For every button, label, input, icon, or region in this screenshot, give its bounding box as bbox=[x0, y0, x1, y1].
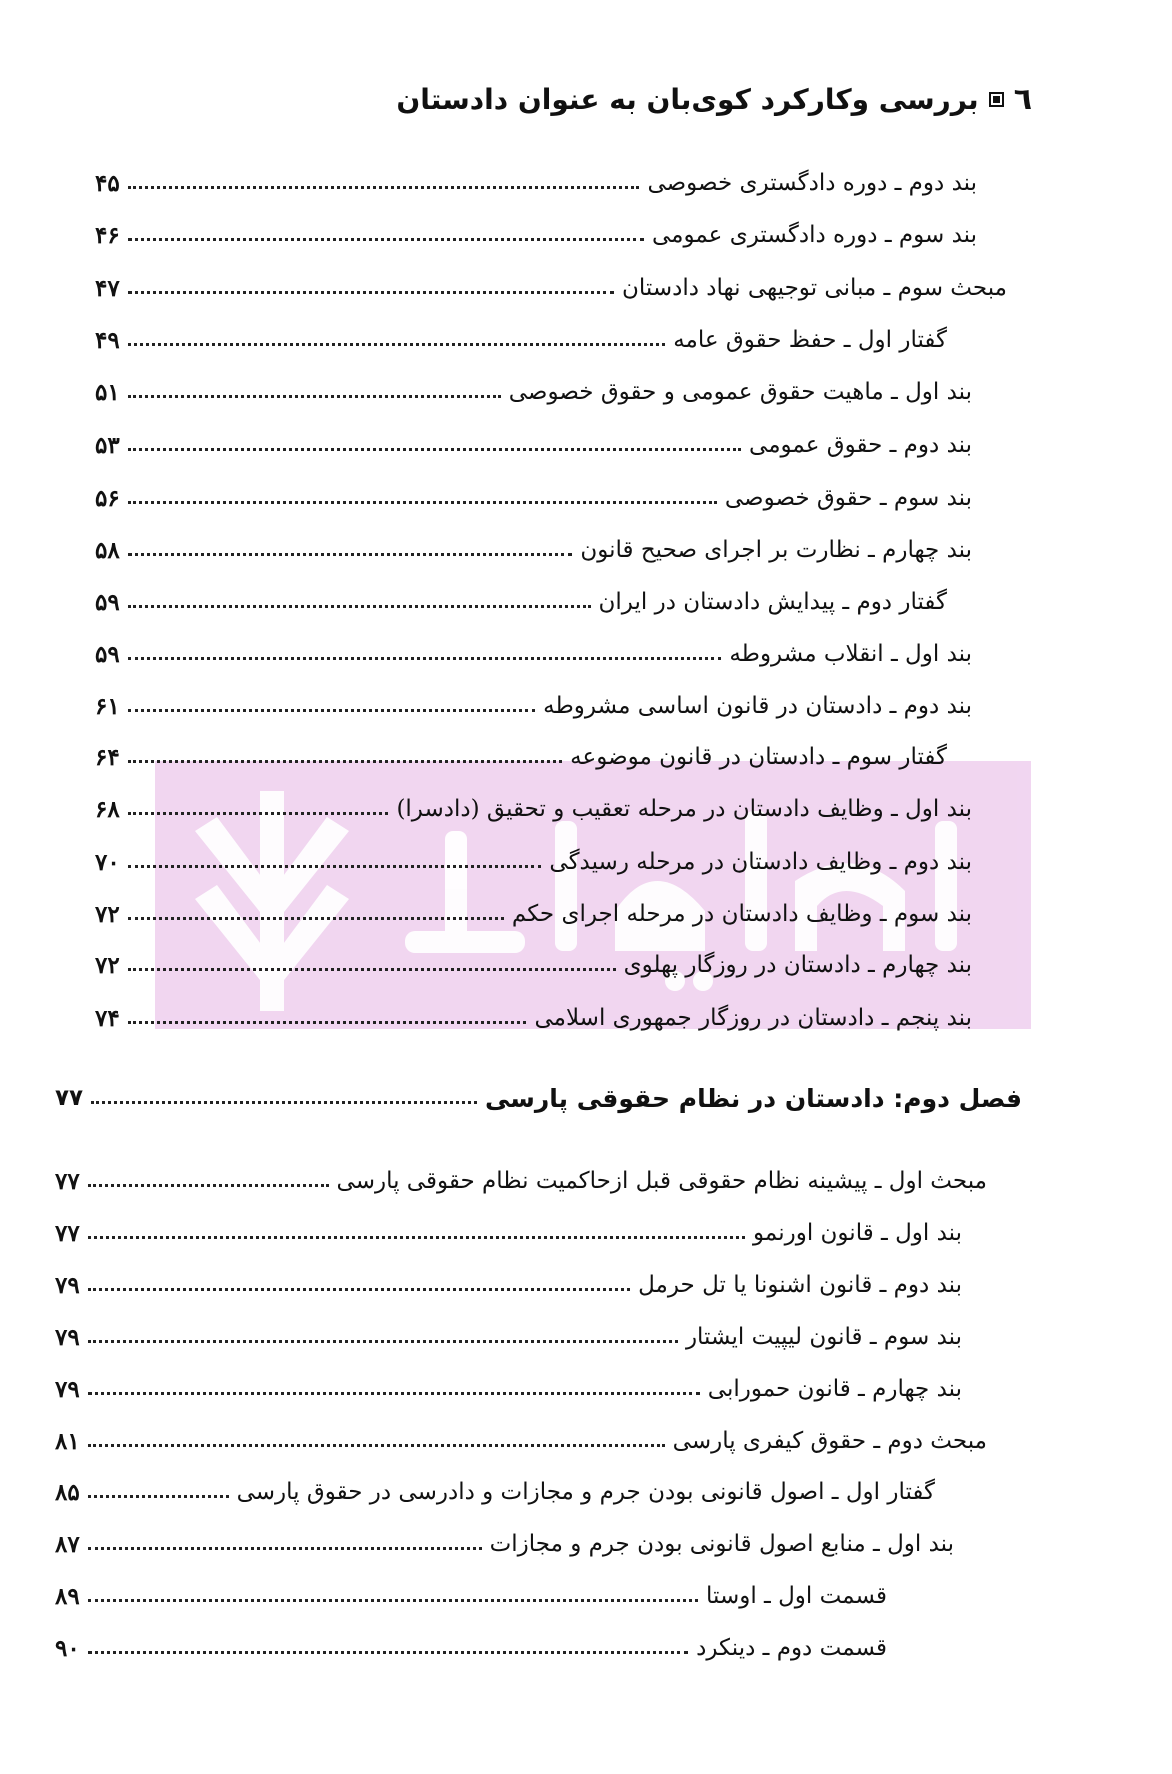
toc-entry-page-number: ۷۰ bbox=[95, 848, 120, 876]
toc-entry-page-number: ۴۷ bbox=[95, 274, 120, 302]
dot-leader bbox=[88, 1236, 745, 1239]
toc-entry-title: مبحث اول ـ پیشینه نظام حقوقی قبل ازحاکمیت نظام حقوقی پارسی bbox=[336, 1168, 987, 1194]
toc-entry-title: گفتار سوم ـ دادستان در قانون موضوعه bbox=[570, 744, 947, 770]
toc-entry-title: بند چهارم ـ نظارت بر اجرای صحیح قانون bbox=[580, 537, 972, 563]
toc-entry-page-number: ۷۹ bbox=[55, 1375, 80, 1403]
dot-leader bbox=[128, 1021, 527, 1024]
toc-entry-title: قسمت اول ـ اوستا bbox=[706, 1583, 887, 1609]
toc-entry bbox=[95, 789, 972, 829]
toc-entry-page-number: ۴۵ bbox=[95, 169, 120, 197]
toc-entry bbox=[55, 1265, 962, 1305]
dot-leader bbox=[128, 291, 614, 294]
book-title: بررسی وکارکرد کوی‌بان به عنوان دادستان bbox=[396, 83, 979, 116]
toc-entry-page-number: ۷۷ bbox=[55, 1219, 80, 1247]
toc-entry bbox=[95, 163, 977, 203]
dot-leader bbox=[88, 1184, 329, 1187]
toc-entry-title: بند چهارم ـ قانون حمورابی bbox=[707, 1376, 962, 1402]
toc-entry-page-number: ۶۴ bbox=[95, 743, 120, 771]
toc-entry bbox=[95, 582, 947, 622]
dot-leader bbox=[128, 448, 741, 451]
toc-entry bbox=[95, 478, 972, 518]
dot-leader bbox=[88, 1392, 700, 1395]
dot-leader bbox=[88, 1288, 630, 1291]
toc-entry-page-number: ۸۵ bbox=[55, 1478, 80, 1506]
dot-leader bbox=[128, 709, 535, 712]
toc-entry-title: بند دوم ـ حقوق عمومی bbox=[749, 432, 972, 458]
dot-leader bbox=[128, 657, 722, 660]
toc-entry-page-number: ۵۶ bbox=[95, 484, 120, 512]
dot-leader bbox=[128, 812, 389, 815]
toc-entry bbox=[95, 842, 972, 882]
toc-entry-page-number: ۶۸ bbox=[95, 795, 120, 823]
toc-entry-page-number: ۸۹ bbox=[55, 1582, 80, 1610]
toc-entry-title: بند اول ـ ماهیت حقوق عمومی و حقوق خصوصی bbox=[508, 379, 972, 405]
toc-entry-title: گفتار اول ـ اصول قانونی بودن جرم و مجازات و دادرسی در حقوق پارسی bbox=[236, 1479, 935, 1505]
dot-leader bbox=[128, 186, 640, 189]
dot-leader bbox=[88, 1599, 698, 1602]
toc-entry-page-number: ۷۹ bbox=[55, 1271, 80, 1299]
toc-entry-title: بند سوم ـ قانون لیپیت ایشتار bbox=[685, 1324, 962, 1350]
dot-leader bbox=[91, 1101, 477, 1104]
dot-leader bbox=[128, 395, 501, 398]
dot-leader bbox=[128, 501, 717, 504]
toc-entry bbox=[55, 1161, 987, 1201]
toc-entry bbox=[55, 1213, 962, 1253]
toc-entry-title: بند اول ـ انقلاب مشروطه bbox=[729, 641, 972, 667]
toc-chapter-heading bbox=[55, 1078, 1022, 1118]
toc-entry-title: بند اول ـ قانون اورنمو bbox=[753, 1220, 962, 1246]
toc-entry-page-number: ۷۲ bbox=[95, 900, 120, 928]
toc-entry bbox=[95, 320, 947, 360]
toc-entry-title: بند سوم ـ دوره دادگستری عمومی bbox=[652, 222, 977, 248]
toc-entry-page-number: ۸۱ bbox=[55, 1427, 80, 1455]
toc-entry bbox=[95, 686, 972, 726]
toc-entry-title: بند سوم ـ وظایف دادستان در مرحله اجرای حکم bbox=[511, 901, 972, 927]
dot-leader bbox=[88, 1651, 688, 1654]
dot-leader bbox=[128, 968, 616, 971]
toc-entry-title: مبحث دوم ـ حقوق کیفری پارسی bbox=[672, 1428, 987, 1454]
toc-entry bbox=[95, 945, 972, 985]
toc-entry-title: بند دوم ـ دوره دادگستری خصوصی bbox=[647, 170, 977, 196]
toc-entry bbox=[55, 1628, 887, 1668]
toc-entry-title: قسمت دوم ـ دینکرد bbox=[696, 1635, 887, 1661]
toc-entry-title: بند سوم ـ حقوق خصوصی bbox=[724, 485, 972, 511]
toc-entry bbox=[95, 215, 977, 255]
toc-entry-page-number: ۷۴ bbox=[95, 1004, 120, 1032]
toc-entry bbox=[55, 1472, 935, 1512]
dot-leader bbox=[88, 1444, 665, 1447]
toc-entry-page-number: ۵۳ bbox=[95, 431, 120, 459]
toc-entry bbox=[55, 1524, 954, 1564]
toc-entry-title: بند دوم ـ وظایف دادستان در مرحله رسیدگی bbox=[549, 849, 972, 875]
dot-leader bbox=[88, 1547, 482, 1550]
toc-entry bbox=[95, 634, 972, 674]
toc-entry-title: بند اول ـ وظایف دادستان در مرحله تعقیب و تحقیق (دادسرا) bbox=[396, 796, 972, 822]
toc-entry-title: بند چهارم ـ دادستان در روزگار پهلوی bbox=[623, 952, 972, 978]
dot-leader bbox=[128, 238, 644, 241]
toc-entry-title: بند اول ـ منابع اصول قانونی بودن جرم و مجازات bbox=[489, 1531, 954, 1557]
toc-entry bbox=[95, 998, 972, 1038]
toc-entry bbox=[95, 530, 972, 570]
dot-leader bbox=[128, 917, 504, 920]
toc-entry bbox=[55, 1317, 962, 1357]
toc-entry bbox=[95, 268, 1007, 308]
toc-entry-title: فصل دوم: دادستان در نظام حقوقی پارسی bbox=[484, 1083, 1022, 1113]
toc-entry-page-number: ۷۲ bbox=[95, 951, 120, 979]
toc-entry-title: بند دوم ـ قانون اشنونا یا تل حرمل bbox=[638, 1272, 962, 1298]
dot-leader bbox=[128, 553, 573, 556]
toc-entry-page-number: ۷۷ bbox=[55, 1085, 84, 1111]
toc-entry bbox=[95, 425, 972, 465]
toc-entry-title: گفتار دوم ـ پیدایش دادستان در ایران bbox=[598, 589, 947, 615]
dot-leader bbox=[88, 1495, 229, 1498]
toc-entry-page-number: ۷۹ bbox=[55, 1323, 80, 1351]
toc-entry-title: بند پنجم ـ دادستان در روزگار جمهوری اسلامی bbox=[534, 1005, 972, 1031]
toc-entry-title: گفتار اول ـ حفظ حقوق عامه bbox=[673, 327, 947, 353]
toc-entry-title: مبحث سوم ـ مبانی توجیهی نهاد دادستان bbox=[622, 275, 1007, 301]
toc-entry-page-number: ۸۷ bbox=[55, 1530, 80, 1558]
toc-entry bbox=[95, 372, 972, 412]
toc-entry-page-number: ۵۹ bbox=[95, 640, 120, 668]
toc-entry bbox=[55, 1369, 962, 1409]
toc-entry bbox=[95, 737, 947, 777]
dot-leader bbox=[128, 343, 665, 346]
page-number: ٦ bbox=[1013, 82, 1032, 117]
toc-entry bbox=[95, 894, 972, 934]
dot-leader bbox=[128, 865, 542, 868]
toc-entry-page-number: ۹۰ bbox=[55, 1634, 80, 1662]
toc-entry-title: بند دوم ـ دادستان در قانون اساسی مشروطه bbox=[543, 693, 972, 719]
toc-entry-page-number: ۶۱ bbox=[95, 692, 120, 720]
toc-entry bbox=[55, 1576, 887, 1616]
dot-leader bbox=[88, 1340, 678, 1343]
toc-entry-page-number: ۴۶ bbox=[95, 221, 120, 249]
toc-entry-page-number: ۵۸ bbox=[95, 536, 120, 564]
toc-entry-page-number: ۵۹ bbox=[95, 588, 120, 616]
dot-leader bbox=[128, 605, 591, 608]
toc-entry-page-number: ۴۹ bbox=[95, 326, 120, 354]
toc-entry-page-number: ۵۱ bbox=[95, 378, 120, 406]
toc-entry bbox=[55, 1421, 987, 1461]
dot-leader bbox=[128, 760, 562, 763]
toc-entry-page-number: ۷۷ bbox=[55, 1167, 80, 1195]
